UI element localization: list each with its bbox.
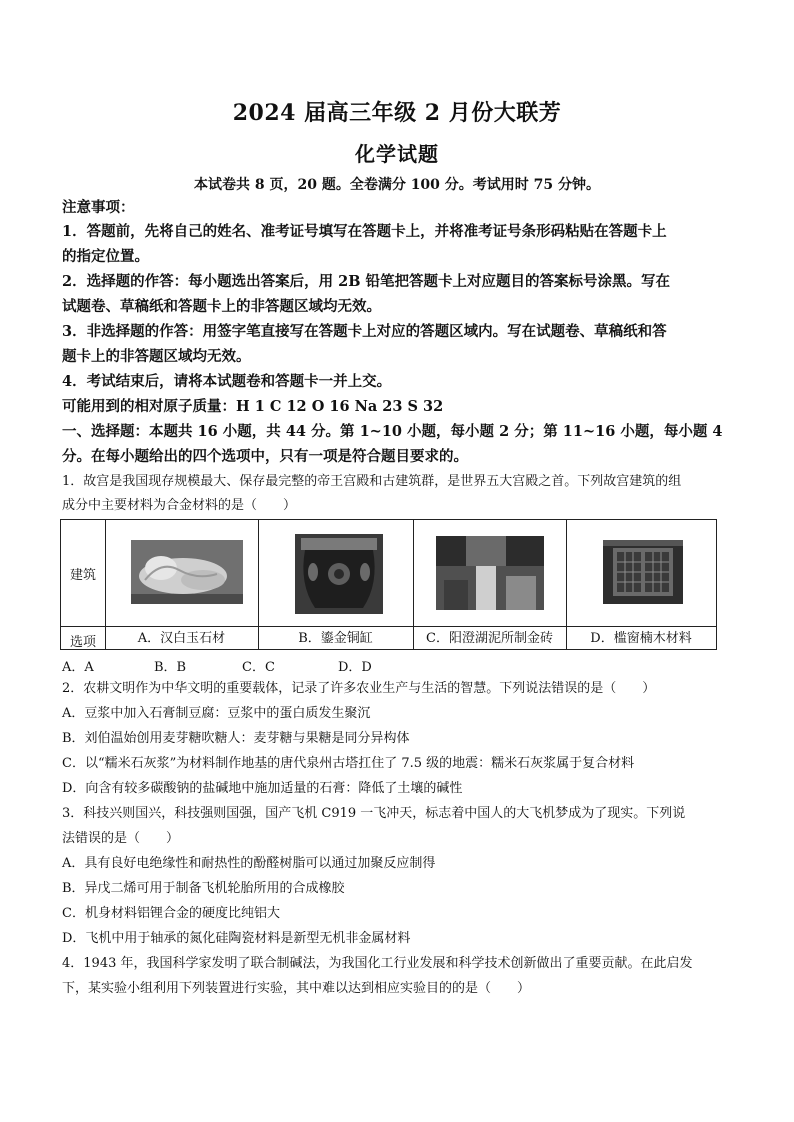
answer-option: A．豆浆中加入石膏制豆腐：豆浆中的蛋白质发生聚沉 [62,706,371,721]
answer-option: A．具有良好电绝缘性和耐热性的酚醛树脂可以通过加聚反应制得 [62,856,436,871]
answer-option: C．以“糯米石灰浆”为材料制作地基的唐代泉州古塔扛住了 7.5 级的地震：糯米石灰浆属于复合材料 [62,756,635,771]
question-4-stem: 下，某实验小组利用下列装置进行实验，其中难以达到相应实验目的的是（ ） [62,981,531,996]
answer-option: D．D [338,660,372,675]
notice-line: 3．非选择题的作答：用签字笔直接写在答题卡上对应的答题区域内。写在试题卷、草稿纸和答 [62,323,667,340]
answer-option: C．C [242,660,275,675]
jade-stone-photo [131,540,243,604]
atomic-mass-line: 可能用到的相对原子质量：H 1 C 12 O 16 Na 23 S 32 [62,398,444,415]
bronze-vat-photo [295,534,383,614]
gold-brick-photo [436,536,544,610]
answer-option: D．飞机中用于轴承的氮化硅陶瓷材料是新型无机非金属材料 [62,931,411,946]
table-row-label: 选项 [70,635,97,650]
answer-option: A．A [62,660,94,675]
question-1-stem: 1．故宫是我国现存规模最大、保存最完整的帝王宫殿和古建筑群，是世界五大宫殿之首。下列故宫建筑的组 [62,474,682,489]
answer-option: B．异戊二烯可用于制备飞机轮胎所用的合成橡胶 [62,881,345,896]
notice-line: 4．考试结束后，请将本试题卷和答题卡一并上交。 [62,373,392,390]
question-3-stem: 法错误的是（ ） [62,831,180,846]
question-1-stem: 成分中主要材料为合金材料的是（ ） [62,498,297,513]
answer-option: D．向含有较多碳酸钠的盐碱地中施加适量的石膏：降低了土壤的碱性 [62,781,463,796]
answer-option: B．刘伯温始创用麦芽糖吹糖人：麦芽糖与果糖是同分异构体 [62,731,410,746]
exam-subject: 化学试题 [355,142,439,166]
exam-title: 2024 届高三年级 2 月份大联芳 [232,100,562,126]
notice-line: 1．答题前，先将自己的姓名、准考证号填写在答题卡上，并将准考证号条形码粘贴在答题卡上 [62,223,667,240]
question-4-stem: 4．1943 年，我国科学家发明了联合制碱法，为我国化工行业发展和科学技术创新做出了重要贡献。在此启发 [62,956,693,971]
table-row-label: 建筑 [70,568,97,583]
option-caption: A．汉白玉石材 [137,631,226,646]
answer-option: C．机身材料铝锂合金的硬度比纯铝大 [62,906,280,921]
option-caption: C．阳澄湖泥所制金砖 [426,631,553,646]
question-1-table [60,519,717,650]
notice-line: 2．选择题的作答：每小题选出答案后，用 2B 铅笔把答题卡上对应题目的答案标号涂黑。写在 [62,273,671,290]
option-caption: B．鎏金铜缸 [298,631,373,646]
section-heading: 分。在每小题给出的四个选项中，只有一项是符合题目要求的。 [62,448,468,465]
notice-heading: 注意事项： [62,199,135,216]
notice-line: 的指定位置。 [62,248,149,265]
exam-meta: 本试卷共 8 页，20 题。全卷满分 100 分。考试用时 75 分钟。 [193,177,601,193]
option-caption: D．槛窗楠木材料 [590,631,692,646]
notice-line: 题卡上的非答题区域均无效。 [62,348,251,365]
notice-line: 试题卷、草稿纸和答题卡上的非答题区域均无效。 [62,298,381,315]
section-heading: 一、选择题：本题共 16 小题，共 44 分。第 1~10 小题，每小题 2 分；第 11~16 小题，每小题 4 [62,423,723,440]
answer-option: B．B [154,660,187,675]
question-2-stem: 2．农耕文明作为中华文明的重要载体，记录了许多农业生产与生活的智慧。下列说法错误的是（ ） [62,681,656,696]
question-3-stem: 3．科技兴则国兴，科技强则国强，国产飞机 C919 一飞冲天，标志着中国人的大飞机梦成为了现实。下列说 [62,806,686,821]
lattice-window-photo [603,540,683,604]
